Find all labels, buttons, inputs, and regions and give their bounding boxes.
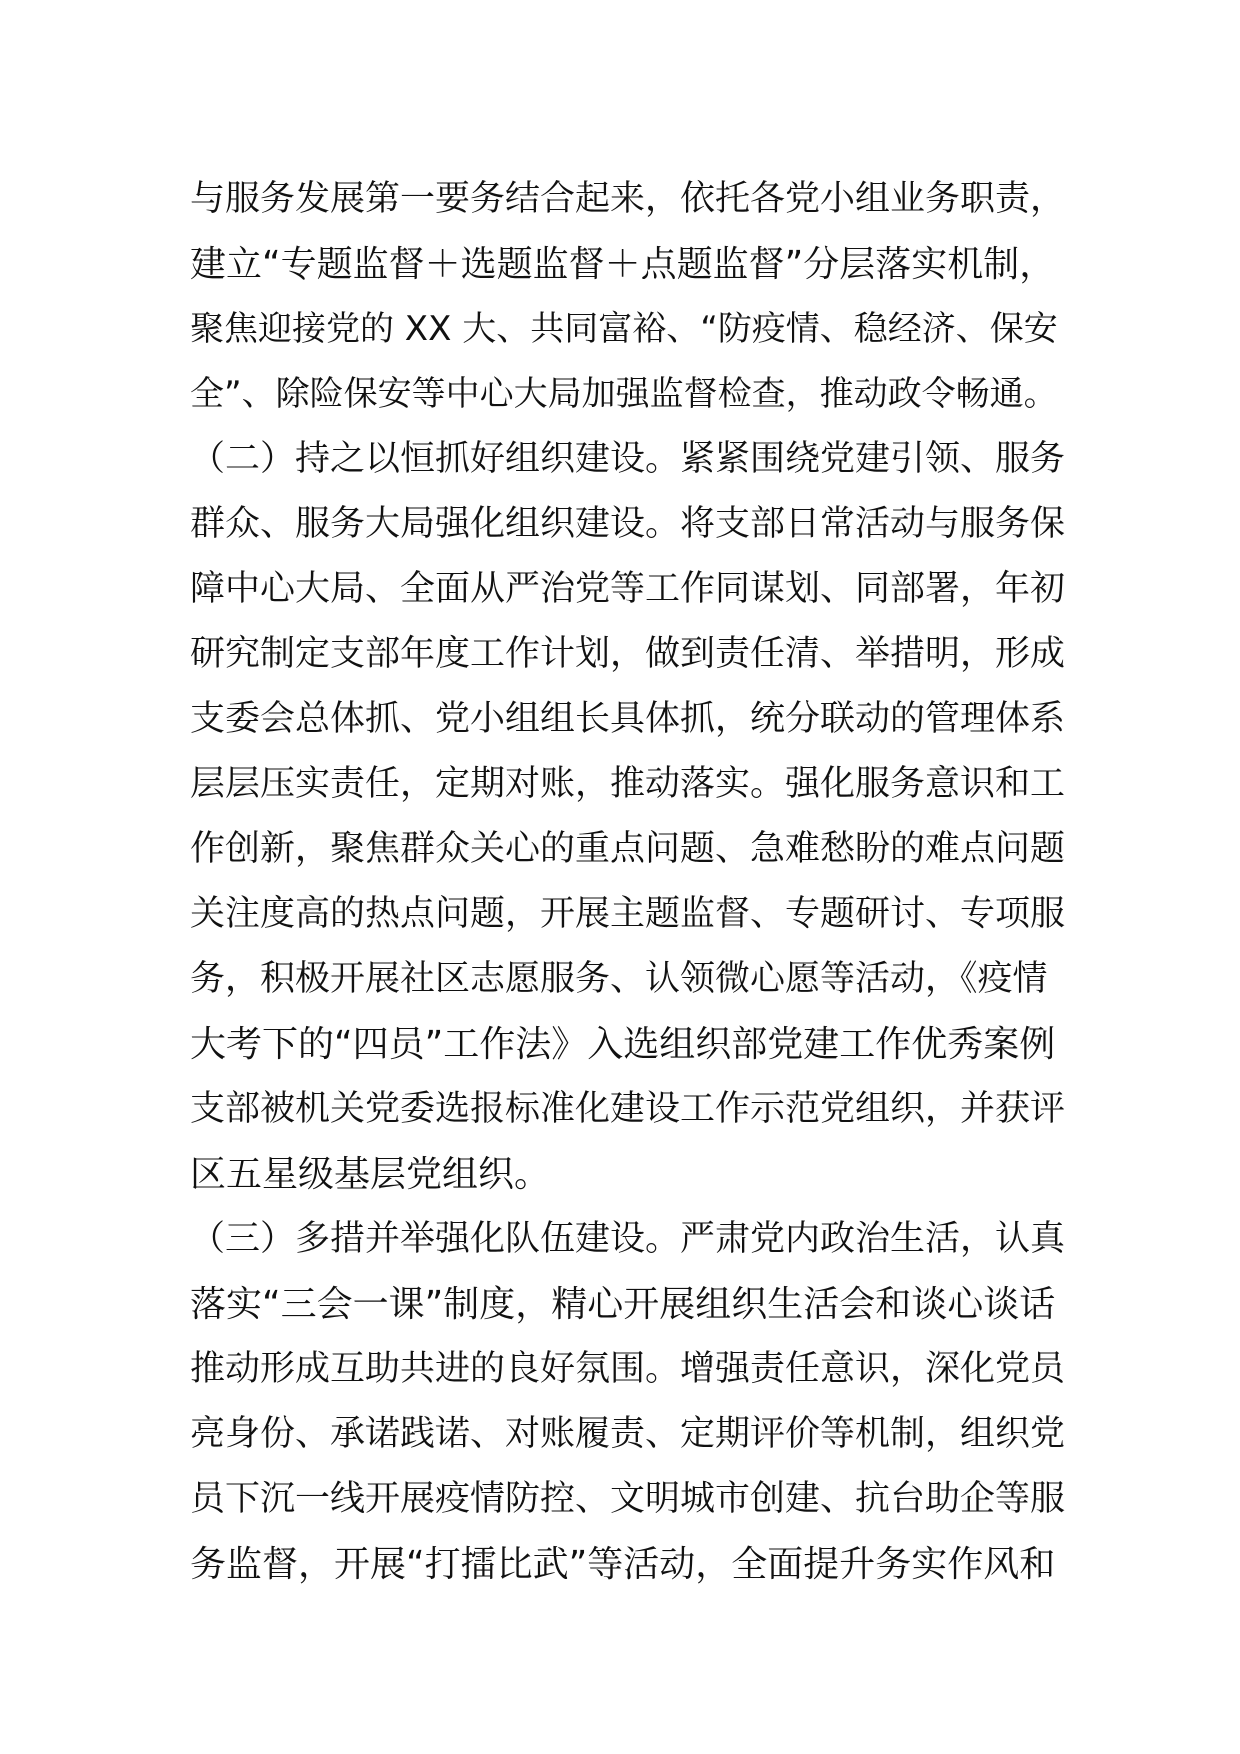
text-line: 务，积极开展社区志愿服务、认领微心愿等活动，《疫情 — [190, 959, 1048, 999]
text-line: 障中心大局、全面从严治党等工作同谋划、同部署，年初 — [190, 569, 1066, 609]
text-line: （三）多措并举强化队伍建设。严肃党内政治生活，认真 — [190, 1219, 1066, 1259]
text-line: 研究制定支部年度工作计划，做到责任清、举措明，形成 — [190, 634, 1066, 674]
text-line: 大考下的“四员”工作法》入选组织部党建工作优秀案例 — [190, 1024, 1056, 1065]
text-line: 落实“三会一课”制度，精心开展组织生活会和谈心谈话 — [190, 1284, 1056, 1325]
text-line: 务监督，开展“打擂比武”等活动，全面提升务实作风和 — [190, 1544, 1056, 1585]
text-line: 关注度高的热点问题，开展主题监督、专题研讨、专项服 — [190, 894, 1066, 934]
text-line: 区五星级基层党组织。 — [190, 1154, 551, 1195]
text-line: 层层压实责任，定期对账，推动落实。强化服务意识和工 — [190, 764, 1066, 804]
text-line: 全”、除险保安等中心大局加强监督检查，推动政令畅通。 — [190, 374, 1058, 414]
text-line: 员下沉一线开展疫情防控、文明城市创建、抗台助企等服 — [190, 1479, 1066, 1519]
text-line: 亮身份、承诺践诺、对账履责、定期评价等机制，组织党 — [190, 1414, 1066, 1454]
text-line: 建立“专题监督＋选题监督＋点题监督”分层落实机制， — [190, 244, 1056, 285]
text-line: 聚焦迎接党的 XX 大、共同富裕、“防疫情、稳经济、保安 — [190, 309, 1058, 349]
body-text — [190, 167, 1070, 1597]
text-line: 群众、服务大局强化组织建设。将支部日常活动与服务保 — [190, 504, 1066, 544]
text-line: 与服务发展第一要务结合起来，依托各党小组业务职责， — [190, 179, 1066, 219]
text-line: 支部被机关党委选报标准化建设工作示范党组织，并获评 — [190, 1089, 1066, 1129]
text-line: （二）持之以恒抓好组织建设。紧紧围绕党建引领、服务 — [190, 439, 1066, 479]
text-line: 作创新，聚焦群众关心的重点问题、急难愁盼的难点问题 — [190, 829, 1066, 869]
text-line: 推动形成互助共进的良好氛围。增强责任意识，深化党员 — [190, 1349, 1066, 1389]
text-line: 支委会总体抓、党小组组长具体抓，统分联动的管理体系 — [190, 699, 1066, 739]
